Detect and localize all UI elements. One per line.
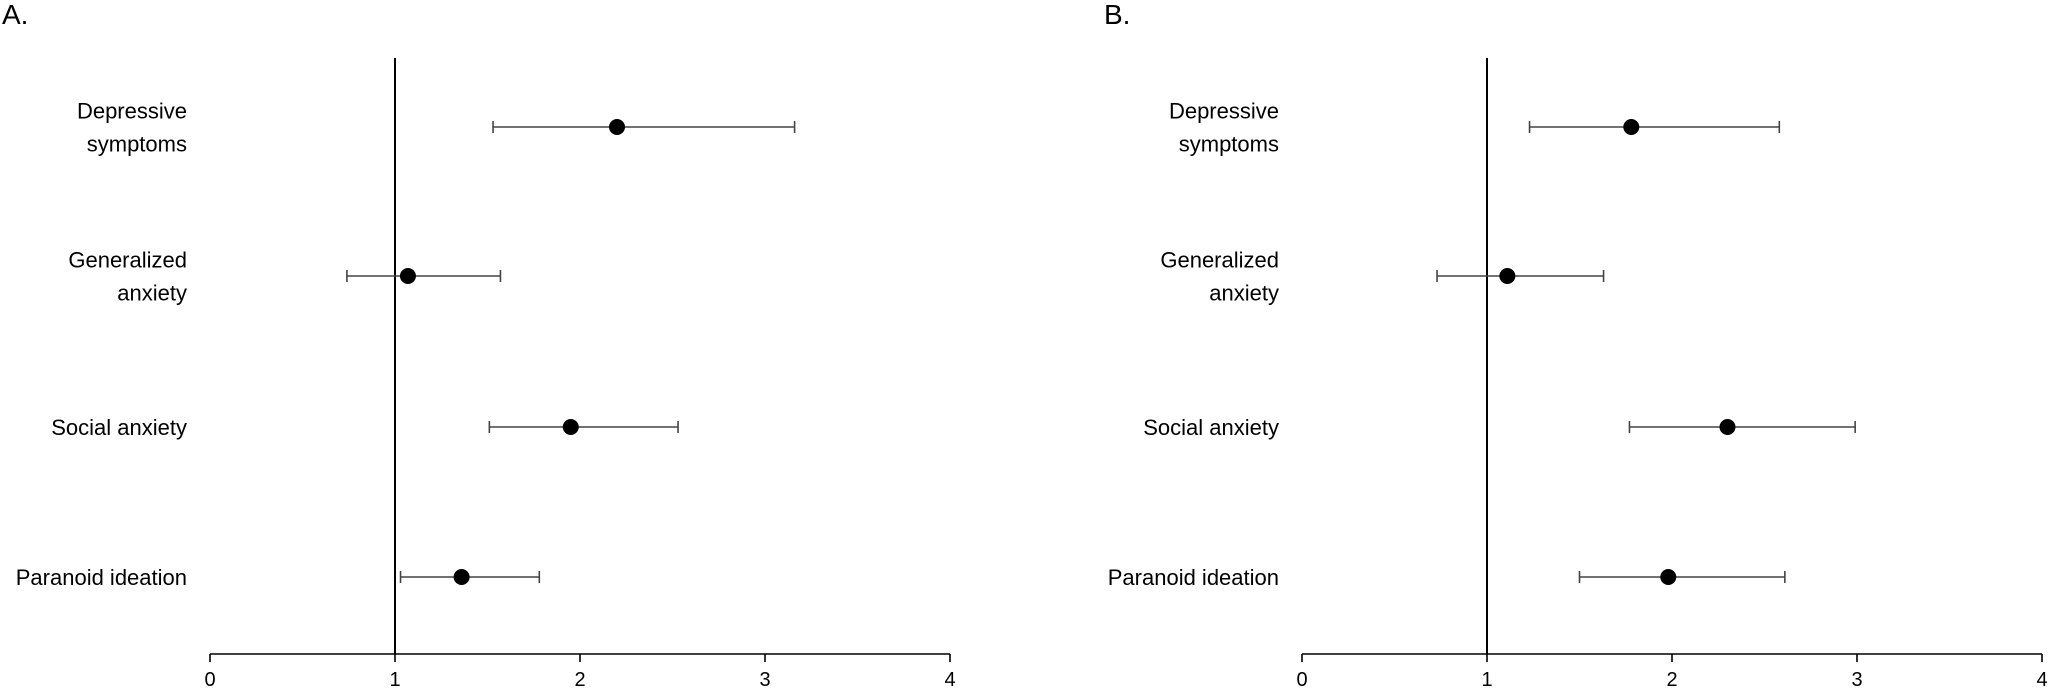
x-tick-label: 4 [2036, 669, 2048, 691]
point-estimate [1499, 268, 1515, 284]
category-label-line: symptoms [1178, 131, 1279, 157]
category-label-line: Social anxiety [51, 415, 187, 440]
category-label-line: anxiety [1209, 280, 1279, 306]
x-tick-label: 2 [1666, 669, 1678, 691]
point-estimate [1660, 569, 1676, 585]
point-estimate [1720, 419, 1736, 435]
category-label-line: Generalized [68, 247, 187, 273]
category-label-line: Depressive [1168, 98, 1279, 124]
point-estimate [400, 268, 416, 284]
point-estimate [563, 419, 579, 435]
category-label [51, 415, 187, 440]
point-estimate [1623, 119, 1639, 135]
panel-label: A. [2, 0, 29, 30]
panel-b [1104, 0, 2048, 691]
x-tick-label: 4 [944, 669, 956, 691]
category-label [1160, 248, 1279, 306]
category-label [77, 99, 187, 157]
x-tick-label: 3 [759, 669, 771, 691]
x-tick-label: 1 [389, 669, 401, 691]
x-tick-label: 0 [1296, 669, 1308, 691]
category-label-line: Paranoid ideation [15, 565, 187, 590]
x-tick-label: 0 [204, 669, 216, 691]
x-tick-label: 1 [1481, 669, 1493, 691]
point-estimate [454, 569, 470, 585]
category-label-line: symptoms [86, 131, 187, 157]
category-label [68, 248, 187, 306]
category-label-line: Generalized [1160, 247, 1279, 273]
category-label-line: Depressive [76, 98, 187, 124]
category-label-line: anxiety [117, 280, 187, 306]
panel-a [2, 0, 956, 691]
x-tick-label: 3 [1851, 669, 1863, 691]
x-tick-label: 2 [574, 669, 586, 691]
panel-label: B. [1104, 0, 1131, 30]
category-label [1143, 415, 1279, 440]
category-label [1169, 99, 1279, 157]
point-estimate [609, 119, 625, 135]
category-label-line: Social anxiety [1143, 415, 1279, 440]
category-label [1108, 565, 1279, 590]
category-label [16, 565, 187, 590]
category-label-line: Paranoid ideation [1107, 565, 1279, 590]
